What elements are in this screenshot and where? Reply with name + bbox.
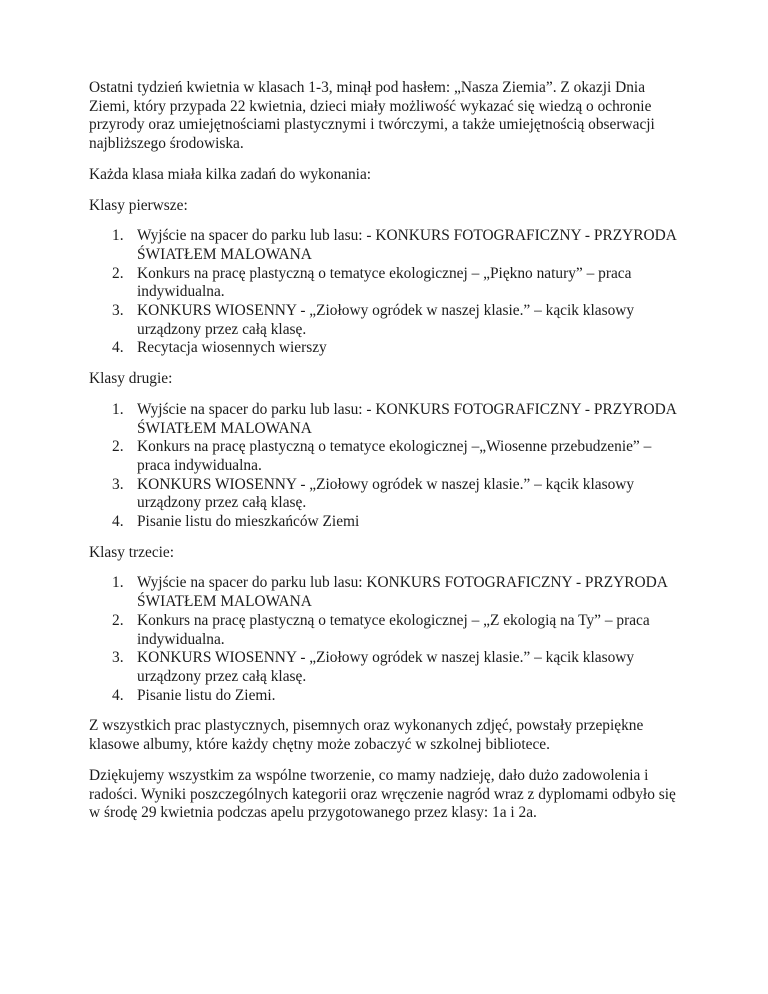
list-item-text: Wyjście na spacer do parku lub lasu: - KONKURS FOTOGRAFICZNY - PRZYRODA ŚWIATŁEM MALOWANA — [137, 400, 676, 437]
list-number: 2. — [112, 438, 124, 456]
group-heading-second: Klasy drugie: — [89, 370, 173, 388]
list-number: 2. — [112, 611, 124, 629]
list-item-text: Konkurs na pracę plastyczną o tematyce ekologicznej – „Piękno natury” – praca indywidualna. — [137, 264, 632, 301]
list-item — [112, 339, 683, 358]
list-item-text: KONKURS WIOSENNY - „Ziołowy ogródek w naszej klasie.” – kącik klasowy urządzony przez całą klasę. — [137, 475, 635, 512]
group-heading-first: Klasy pierwsze: — [89, 196, 188, 214]
list-item — [112, 264, 683, 302]
list-item — [112, 302, 683, 339]
list-number: 4. — [112, 513, 124, 531]
list-item-text: Konkurs na pracę plastyczną o tematyce ekologicznej –„Wiosenne przebudzenie” – praca indywidualna. — [137, 438, 652, 474]
list-item — [112, 649, 683, 686]
list-number: 2. — [112, 264, 124, 282]
list-item-text: Pisanie listu do mieszkańców Ziemi — [137, 513, 360, 531]
list-number: 3. — [112, 302, 124, 320]
list-item-text: Pisanie listu do Ziemi. — [137, 686, 276, 704]
albums-paragraph: Z wszystkich prac plastycznych, pisemnych oraz wykonanych zdjęć, powstały przepiękne klasowe albumy, które każdy chętny może zobaczyć w szkolnej bibliotece. — [89, 717, 644, 754]
list-number: 1. — [112, 227, 124, 245]
tasks-intro: Każda klasa miała kilka zadań do wykonania: — [89, 165, 372, 183]
list-number: 4. — [112, 686, 124, 704]
group-heading-third: Klasy trzecie: — [89, 543, 175, 561]
list-item-text: Wyjście na spacer do parku lub lasu: KONKURS FOTOGRAFICZNY - PRZYRODA ŚWIATŁEM MALOWANA — [137, 574, 668, 611]
task-list-third — [89, 574, 683, 705]
list-item-text: KONKURS WIOSENNY - „Ziołowy ogródek w naszej klasie.” – kącik klasowy urządzony przez całą klasę. — [137, 649, 635, 685]
list-item — [112, 574, 683, 611]
list-number: 1. — [112, 400, 124, 418]
list-number: 1. — [112, 574, 124, 592]
list-item — [112, 475, 683, 513]
list-item-text: Wyjście na spacer do parku lub lasu: - KONKURS FOTOGRAFICZNY - PRZYRODA ŚWIATŁEM MALOWANA — [137, 227, 676, 263]
list-item — [112, 611, 683, 649]
task-list-first — [89, 227, 683, 358]
list-item — [112, 513, 683, 532]
list-item-text: KONKURS WIOSENNY - „Ziołowy ogródek w naszej klasie.” – kącik klasowy urządzony przez całą klasę. — [137, 302, 635, 338]
task-list-second — [89, 401, 683, 532]
list-item-text: Recytacja wiosennych wierszy — [137, 339, 327, 357]
list-item-text: Konkurs na pracę plastyczną o tematyce ekologicznej – „Z ekologią na Ty” – praca indywidualna. — [137, 611, 650, 648]
list-item — [112, 438, 683, 475]
list-number: 4. — [112, 339, 124, 357]
list-number: 3. — [112, 475, 124, 493]
list-item — [112, 400, 683, 438]
list-item — [112, 686, 683, 706]
document-page — [89, 79, 683, 835]
list-number: 3. — [112, 649, 124, 667]
list-item — [112, 227, 683, 264]
closing-paragraph: Dziękujemy wszystkim za wspólne tworzenie, co mamy nadzieję, dało dużo zadowolenia i radości. Wyniki poszczególnych kategorii oraz wręczenie nagród wraz z dyplomami odbyło się w środę 29 kwietnia podczas apelu przygotowanego przez klasy: 1a i 2a. — [89, 766, 676, 822]
intro-paragraph: Ostatni tydzień kwietnia w klasach 1-3, minął pod hasłem: „Nasza Ziemia”. Z okazji Dnia Ziemi, który przypada 22 kwietnia, dzieci miały możliwość wykazać się wiedzą o ochronie przyrody oraz umiejętnościami plastycznymi i twórczymi, a także umiejętnością obserwacji najbliższego środowiska. — [89, 79, 655, 153]
